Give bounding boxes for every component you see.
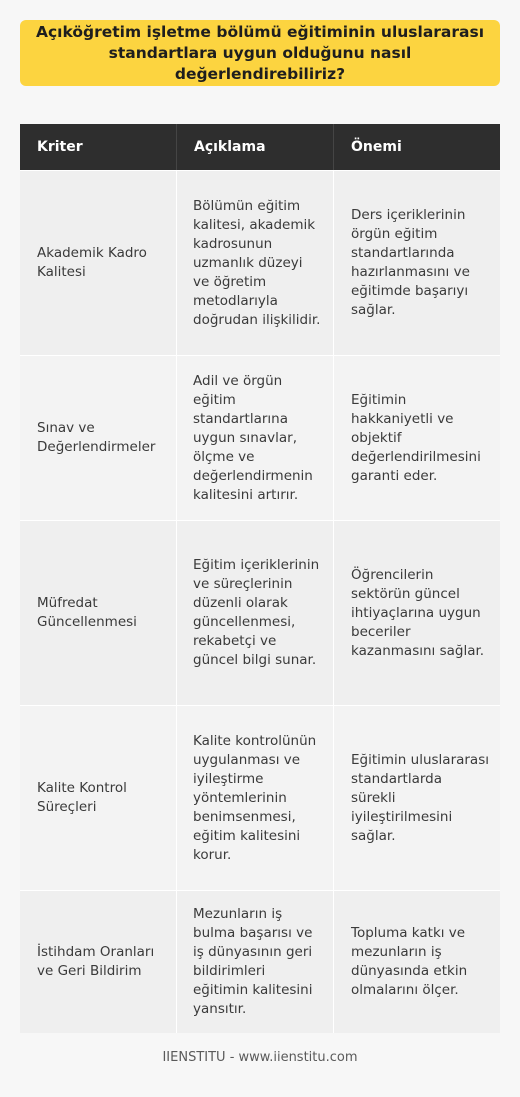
table-row (20, 355, 500, 520)
header-kriter: Kriter (37, 138, 83, 155)
table-row (20, 890, 500, 1033)
table-row (20, 520, 500, 705)
cell-kriter: Kalite Kontrol Süreçleri (37, 780, 127, 815)
cell-onemi: Eğitimin uluslararası standartlarda sürekli iyileştirilmesini sağlar. (333, 706, 500, 890)
cell-kriter: Müfredat Güncellenmesi (37, 595, 137, 630)
cell-kriter: Sınav ve Değerlendirmeler (37, 420, 156, 455)
cell-kriter: İstihdam Oranları ve Geri Bildirim (37, 944, 155, 979)
cell-onemi: Öğrencilerin sektörün güncel ihtiyaçlarına uygun beceriler kazanmasını sağlar. (333, 521, 500, 705)
cell-aciklama: Bölümün eğitim kalitesi, akademik kadrosunun uzmanlık düzeyi ve öğretim metodlarıyla doğrudan ilişkilidir. (176, 171, 333, 355)
header-onemi: Önemi (333, 124, 500, 170)
footer-credit: IIENSTITU - www.iienstitu.com (162, 1050, 358, 1065)
table-header-row (20, 124, 500, 170)
cell-onemi: Ders içeriklerinin örgün eğitim standartlarında hazırlanmasını ve eğitimde başarıyı sağlar. (333, 171, 500, 355)
cell-aciklama: Adil ve örgün eğitim standartlarına uygun sınavlar, ölçme ve değerlendirmenin kalitesini artırır. (176, 356, 333, 520)
cell-onemi: Eğitimin hakkaniyetli ve objektif değerlendirilmesini garanti eder. (333, 356, 500, 520)
cell-onemi: Topluma katkı ve mezunların iş dünyasında etkin olmalarını ölçer. (333, 891, 500, 1033)
header-aciklama: Açıklama (176, 124, 333, 170)
criteria-table (20, 124, 500, 1033)
page-title: Açıköğretim işletme bölümü eğitiminin uluslararası standartlara uygun olduğunu nasıl değerlendirebiliriz? (35, 22, 485, 83)
table-row (20, 705, 500, 890)
cell-aciklama: Kalite kontrolünün uygulanması ve iyileştirme yöntemlerinin benimsenmesi, eğitim kalitesini korur. (176, 706, 333, 890)
cell-aciklama: Mezunların iş bulma başarısı ve iş dünyasının geri bildirimleri eğitimin kalitesini yansıtır. (176, 891, 333, 1033)
cell-aciklama: Eğitim içeriklerinin ve süreçlerinin düzenli olarak güncellenmesi, rekabetçi ve güncel bilgi sunar. (176, 521, 333, 705)
cell-kriter: Akademik Kadro Kalitesi (37, 245, 147, 280)
table-row (20, 170, 500, 355)
title-banner (20, 20, 500, 86)
